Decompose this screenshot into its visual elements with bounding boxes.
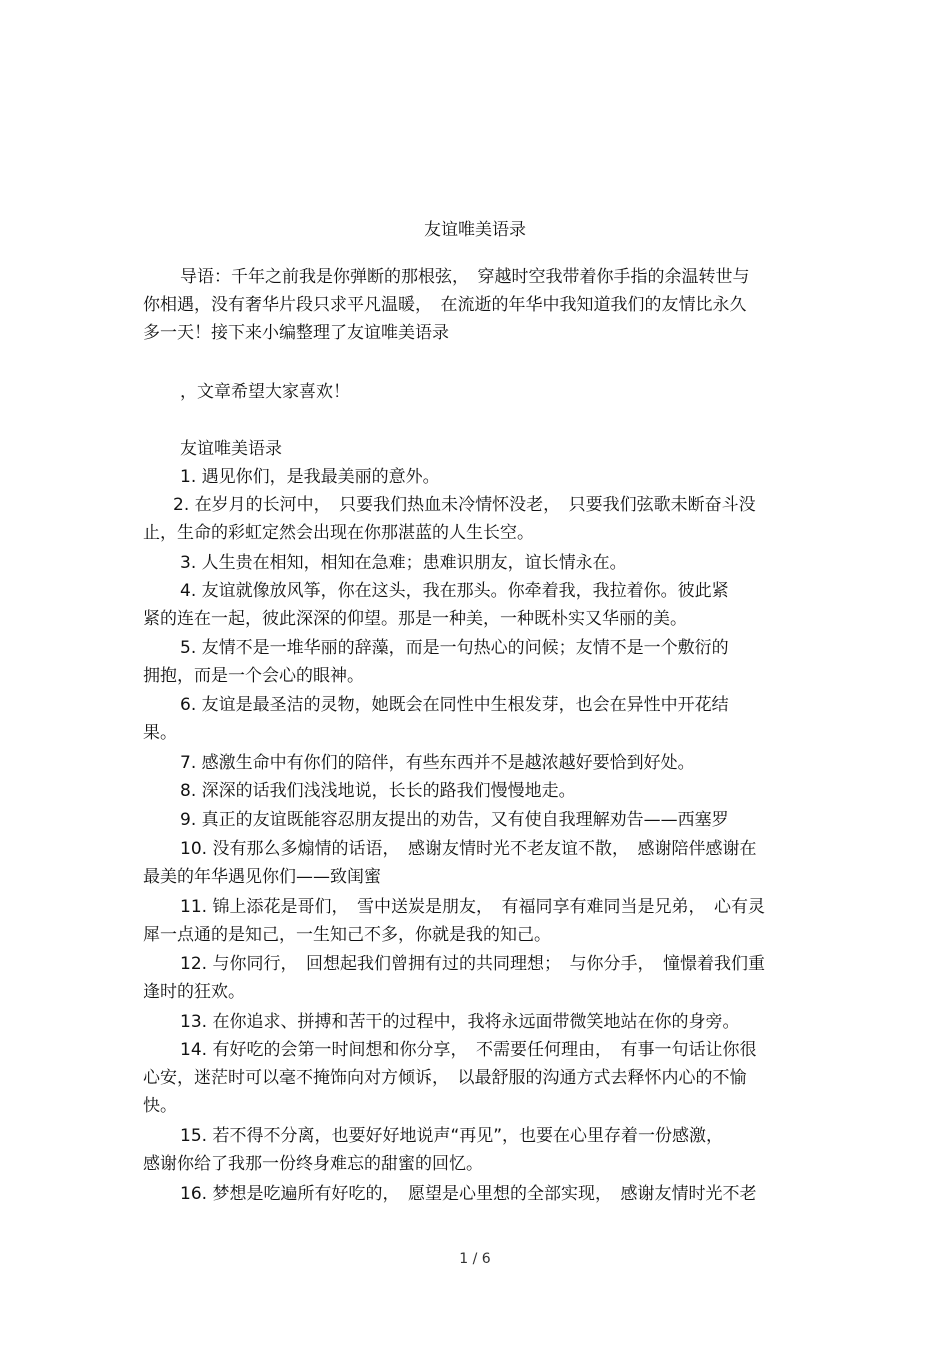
quote-line: 10. 没有那么多煽情的话语， 感谢友情时光不老友谊不散， 感谢陪伴感谢在: [180, 839, 757, 859]
quote-line: 11. 锦上添花是哥们， 雪中送炭是朋友， 有福同享有难同当是兄弟， 心有灵: [180, 897, 765, 917]
quote-line: 4. 友谊就像放风筝，你在这头，我在那头。你牵着我，我拉着你。彼此紧: [180, 581, 729, 601]
intro-line-3: 多一天！接下来小编整理了友谊唯美语录: [143, 323, 449, 343]
intro-line-4: ，文章希望大家喜欢！: [180, 382, 350, 402]
quote-line: 紧的连在一起，彼此深深的仰望。那是一种美，一种既朴实又华丽的美。: [143, 609, 687, 629]
quote-line: 心安，迷茫时可以毫不掩饰向对方倾诉， 以最舒服的沟通方式去释怀内心的不愉: [143, 1068, 747, 1088]
quote-line: 16. 梦想是吃遍所有好吃的， 愿望是心里想的全部实现， 感谢友情时光不老: [180, 1184, 757, 1204]
quote-line: 3. 人生贵在相知，相知在急难；患难识朋友，谊长情永在。: [180, 553, 627, 573]
quote-line: 15. 若不得不分离，也要好好地说声“再见”，也要在心里存着一份感激，: [180, 1126, 724, 1146]
quote-line: 7. 感激生命中有你们的陪伴，有些东西并不是越浓越好要恰到好处。: [180, 753, 695, 773]
intro-line-1: 导语：千年之前我是你弹断的那根弦， 穿越时空我带着你手指的余温转世与: [180, 267, 750, 287]
page-number: 1 / 6: [459, 1251, 491, 1267]
quote-line: 2. 在岁月的长河中， 只要我们热血未冷情怀没老， 只要我们弦歌未断奋斗没: [173, 495, 756, 515]
quote-line: 9. 真正的友谊既能容忍朋友提出的劝告，又有使自我理解劝告——西塞罗: [180, 810, 729, 830]
quote-line: 止，生命的彩虹定然会出现在你那湛蓝的人生长空。: [143, 523, 534, 543]
quote-line: 13. 在你追求、拼搏和苦干的过程中，我将永远面带微笑地站在你的身旁。: [180, 1012, 740, 1032]
quote-line: 拥抱，而是一个会心的眼神。: [143, 666, 364, 686]
intro-line-2: 你相遇，没有奢华片段只求平凡温暖， 在流逝的年华中我知道我们的友情比永久: [143, 295, 747, 315]
quote-line: 12. 与你同行， 回想起我们曾拥有过的共同理想； 与你分手， 憧憬着我们重: [180, 954, 765, 974]
quote-line: 1. 遇见你们，是我最美丽的意外。: [180, 467, 440, 487]
quote-line: 犀一点通的是知己，一生知己不多，你就是我的知己。: [143, 925, 551, 945]
quote-line: 逢时的狂欢。: [143, 982, 245, 1002]
document-title: 友谊唯美语录: [424, 220, 526, 240]
quote-line: 感谢你给了我那一份终身难忘的甜蜜的回忆。: [143, 1154, 483, 1174]
quote-line: 果。: [143, 723, 177, 743]
quote-line: 8. 深深的话我们浅浅地说，长长的路我们慢慢地走。: [180, 781, 576, 801]
quote-line: 最美的年华遇见你们——致闺蜜: [143, 867, 381, 887]
quote-line: 14. 有好吃的会第一时间想和你分享， 不需要任何理由， 有事一句话让你很: [180, 1040, 757, 1060]
quote-line: 快。: [143, 1096, 177, 1116]
quote-line: 6. 友谊是最圣洁的灵物，她既会在同性中生根发芽，也会在异性中开花结: [180, 695, 729, 715]
section-heading: 友谊唯美语录: [180, 439, 282, 459]
quote-line: 5. 友情不是一堆华丽的辞藻，而是一句热心的问候；友情不是一个敷衍的: [180, 638, 729, 658]
